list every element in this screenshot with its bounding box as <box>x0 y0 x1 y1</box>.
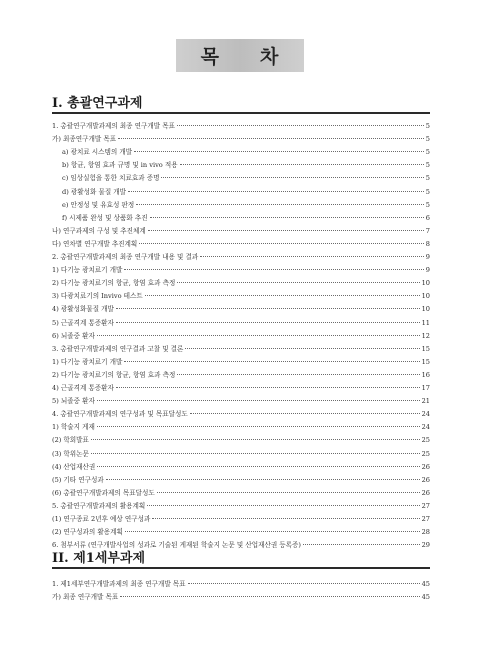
toc-entry-page: 9 <box>425 253 430 261</box>
dot-leader <box>128 191 424 192</box>
toc-entry-label: 4. 총괄연구개발과제의 연구성과 및 목표달성도 <box>52 410 188 419</box>
dot-leader <box>145 295 420 296</box>
toc-entry-page: 5 <box>425 148 430 157</box>
toc-entry[interactable] <box>62 212 430 225</box>
dot-leader <box>91 453 420 454</box>
toc-entry-label: 4) 근골격계 통증환자 <box>52 384 114 392</box>
toc-entry-label: (4) 산업재산권 <box>52 462 96 471</box>
toc-entry[interactable] <box>62 199 430 212</box>
toc-entry-label: (3) 학위논문 <box>52 449 89 458</box>
toc-entry-label: f) 시제품 완성 및 상품화 추진 <box>62 213 148 222</box>
toc-entry[interactable] <box>52 395 430 408</box>
dot-leader <box>97 466 419 467</box>
toc-entry-label: 5) 뇌졸중 환자 <box>52 397 95 406</box>
toc-entry[interactable] <box>62 186 430 199</box>
toc-entry[interactable] <box>62 172 430 185</box>
toc-entry[interactable] <box>52 303 430 316</box>
dot-leader <box>177 125 424 126</box>
toc-entry[interactable] <box>52 526 430 539</box>
toc-entry-page: 5 <box>425 122 430 130</box>
toc-entry-page: 25 <box>421 436 430 445</box>
toc-entry-label: 2. 총괄연구개발과제의 최종 연구개발 내용 및 결과 <box>52 253 199 261</box>
toc-entry[interactable] <box>52 343 430 356</box>
toc-entry-label: a) 광치료 시스템의 개발 <box>62 148 133 157</box>
toc-entry-label: 1) 다기능 광치료기 개발 <box>52 357 123 366</box>
toc-entry-label: 1. 총괄연구개발과제의 최종 연구개발 목표 <box>52 122 175 130</box>
toc-entry-page: 26 <box>421 488 430 497</box>
toc-entry-page: 24 <box>421 423 430 432</box>
toc-entry-label: e) 안정성 및 유효성 판정 <box>62 200 135 209</box>
toc-entry-label: 나) 연구과제의 구성 및 추진체계 <box>52 226 146 235</box>
toc-entry[interactable] <box>52 317 430 330</box>
toc-entry[interactable] <box>52 487 430 500</box>
toc-entry-label: 3. 총괄연구개발과제의 연구결과 고찰 및 결론 <box>52 344 184 353</box>
dot-leader <box>118 138 424 139</box>
toc-entry[interactable] <box>52 356 430 369</box>
dot-leader <box>124 361 419 362</box>
toc-entry-page: 8 <box>425 239 430 248</box>
toc-entry-label: 6) 뇌졸중 환자 <box>52 331 95 340</box>
toc-entry[interactable] <box>52 251 430 264</box>
toc-entry-label: 1) 학술지 게재 <box>52 423 95 432</box>
dot-leader <box>303 544 420 545</box>
toc-entry-page: 21 <box>421 397 430 406</box>
toc-entry-page: 15 <box>421 357 430 366</box>
toc-entry-label: (6) 총괄연구개발과제의 목표달성도 <box>52 488 155 497</box>
toc-entry-page: 16 <box>421 370 430 379</box>
dot-leader <box>116 322 420 323</box>
toc-entry[interactable] <box>52 133 430 146</box>
dot-leader <box>177 282 419 283</box>
toc-entry[interactable] <box>52 500 430 513</box>
dot-leader <box>97 400 420 401</box>
toc-entry-page: 10 <box>421 279 430 288</box>
toc-entry-page: 5 <box>425 135 430 144</box>
dot-leader <box>157 492 420 493</box>
section-heading: II. 제1세부과제 <box>52 551 146 566</box>
dot-leader <box>177 374 419 375</box>
section-heading: I. 총괄연구과제 <box>52 96 143 111</box>
toc-entry[interactable] <box>52 448 430 461</box>
toc-entry-label: 6. 첨부서류 (연구개발사업의 성과로 기술된 게재된 학술지 논문 및 산업재산권 등록증) <box>52 541 301 550</box>
toc-entry-label: (1) 연구종료 2년후 예상 연구성과 <box>52 515 151 523</box>
toc-entry[interactable] <box>52 421 430 434</box>
toc-entry[interactable] <box>52 264 430 277</box>
toc-entry[interactable] <box>52 461 430 474</box>
toc-entry-page: 10 <box>421 292 430 301</box>
toc-entry-page: 27 <box>421 501 430 510</box>
dot-leader <box>152 518 419 519</box>
dot-leader <box>125 531 420 532</box>
dot-leader <box>139 243 424 244</box>
toc-entry[interactable] <box>52 382 430 395</box>
toc-entry-page: 11 <box>421 318 430 327</box>
toc-entry[interactable] <box>52 369 430 382</box>
toc-entry-page: 5 <box>425 174 430 183</box>
section-divider <box>52 112 430 114</box>
toc-entry-page: 10 <box>421 305 430 314</box>
toc-entry[interactable] <box>52 290 430 303</box>
toc-entry-page: 9 <box>425 266 430 275</box>
dot-leader <box>116 387 420 388</box>
toc-entry-page: 26 <box>421 462 430 471</box>
dot-leader <box>147 505 419 506</box>
toc-entry[interactable] <box>62 159 430 172</box>
toc-title-right: 차 <box>260 46 280 68</box>
toc-entry-page: 29 <box>421 541 430 550</box>
dot-leader <box>120 596 419 597</box>
dot-leader <box>180 164 424 165</box>
toc-title <box>176 39 304 72</box>
dot-leader <box>200 256 424 257</box>
toc-entry-label: 2) 다기능 광치료기의 항균, 항염 효과 측정 <box>52 370 176 379</box>
dot-leader <box>97 426 420 427</box>
toc-entry-page: 5 <box>425 200 430 209</box>
toc-entry[interactable] <box>52 408 430 421</box>
dot-leader <box>188 583 420 584</box>
dot-leader <box>124 269 423 270</box>
toc-entry-label: 5) 근골격계 통증환자 <box>52 318 114 327</box>
toc-entry[interactable] <box>52 277 430 290</box>
dot-leader <box>161 177 423 178</box>
dot-leader <box>136 204 424 205</box>
toc-entry-page: 15 <box>421 344 430 353</box>
toc-entry-label: 1. 제1세부연구개발과제의 최종 연구개발 목표 <box>52 580 186 588</box>
toc-entry[interactable] <box>52 591 430 604</box>
dot-leader <box>190 413 420 414</box>
dot-leader <box>148 230 424 231</box>
toc-title-left: 목 <box>200 46 220 68</box>
toc-entry-page: 6 <box>425 213 430 222</box>
toc-entry[interactable] <box>62 146 430 159</box>
toc-entry-label: (2) 학회발표 <box>52 436 89 445</box>
toc-entry-label: 1) 다기능 광치료기 개발 <box>52 266 123 275</box>
toc-entry-page: 45 <box>421 580 430 588</box>
dot-leader <box>134 151 424 152</box>
toc-entry-label: c) 임상실험을 통한 치료효과 증명 <box>62 174 160 183</box>
toc-entry-label: 가) 최종 연구개발 목표 <box>52 593 119 601</box>
toc-entry-label: 4) 광활성화물질 개발 <box>52 305 114 314</box>
toc-entry-label: 가) 최종연구개발 목표 <box>52 135 117 144</box>
toc-entry[interactable] <box>52 225 430 238</box>
toc-entry[interactable] <box>52 120 430 133</box>
toc-entry-page: 5 <box>425 161 430 170</box>
toc-entry-label: (5) 기타 연구성과 <box>52 475 104 484</box>
toc-entry-page: 26 <box>421 475 430 484</box>
toc-entry-label: 다) 연차별 연구개발 추진계획 <box>52 239 138 248</box>
toc-entry-page: 12 <box>421 331 430 340</box>
toc-entry[interactable] <box>52 578 430 591</box>
toc-entry-label: 5. 총괄연구개발과제의 활용계획 <box>52 501 146 510</box>
dot-leader <box>91 439 420 440</box>
toc-entry-label: (2) 연구성과의 활용계획 <box>52 528 123 537</box>
toc-entry-page: 24 <box>421 410 430 419</box>
dot-leader <box>185 348 419 349</box>
dot-leader <box>97 335 420 336</box>
toc-entry-label: b) 항균, 항염 효과 규명 및 in vivo 적용 <box>62 161 178 170</box>
dot-leader <box>150 217 424 218</box>
toc-entry[interactable] <box>52 238 430 251</box>
toc-entry-label: 2) 다기능 광치료기의 항균, 항염 효과 측정 <box>52 279 176 288</box>
toc-entry-page: 17 <box>421 384 430 392</box>
toc-entry[interactable] <box>52 513 430 526</box>
toc-entry-page: 45 <box>421 593 430 601</box>
toc-entry-label: 3) 다광치료기의 Invivo 테스트 <box>52 292 143 301</box>
toc-entry-page: 5 <box>425 187 430 196</box>
toc-entry[interactable] <box>52 474 430 487</box>
toc-entry-label: d) 광활성화 물질 개발 <box>62 187 127 196</box>
toc-entry-page: 7 <box>425 226 430 235</box>
toc-entry[interactable] <box>52 330 430 343</box>
toc-entry-page: 25 <box>421 449 430 458</box>
dot-leader <box>116 308 420 309</box>
section-divider <box>52 567 430 569</box>
toc-entry-page: 28 <box>421 528 430 537</box>
dot-leader <box>106 479 420 480</box>
toc-entry[interactable] <box>52 434 430 447</box>
toc-entry-page: 27 <box>421 515 430 523</box>
